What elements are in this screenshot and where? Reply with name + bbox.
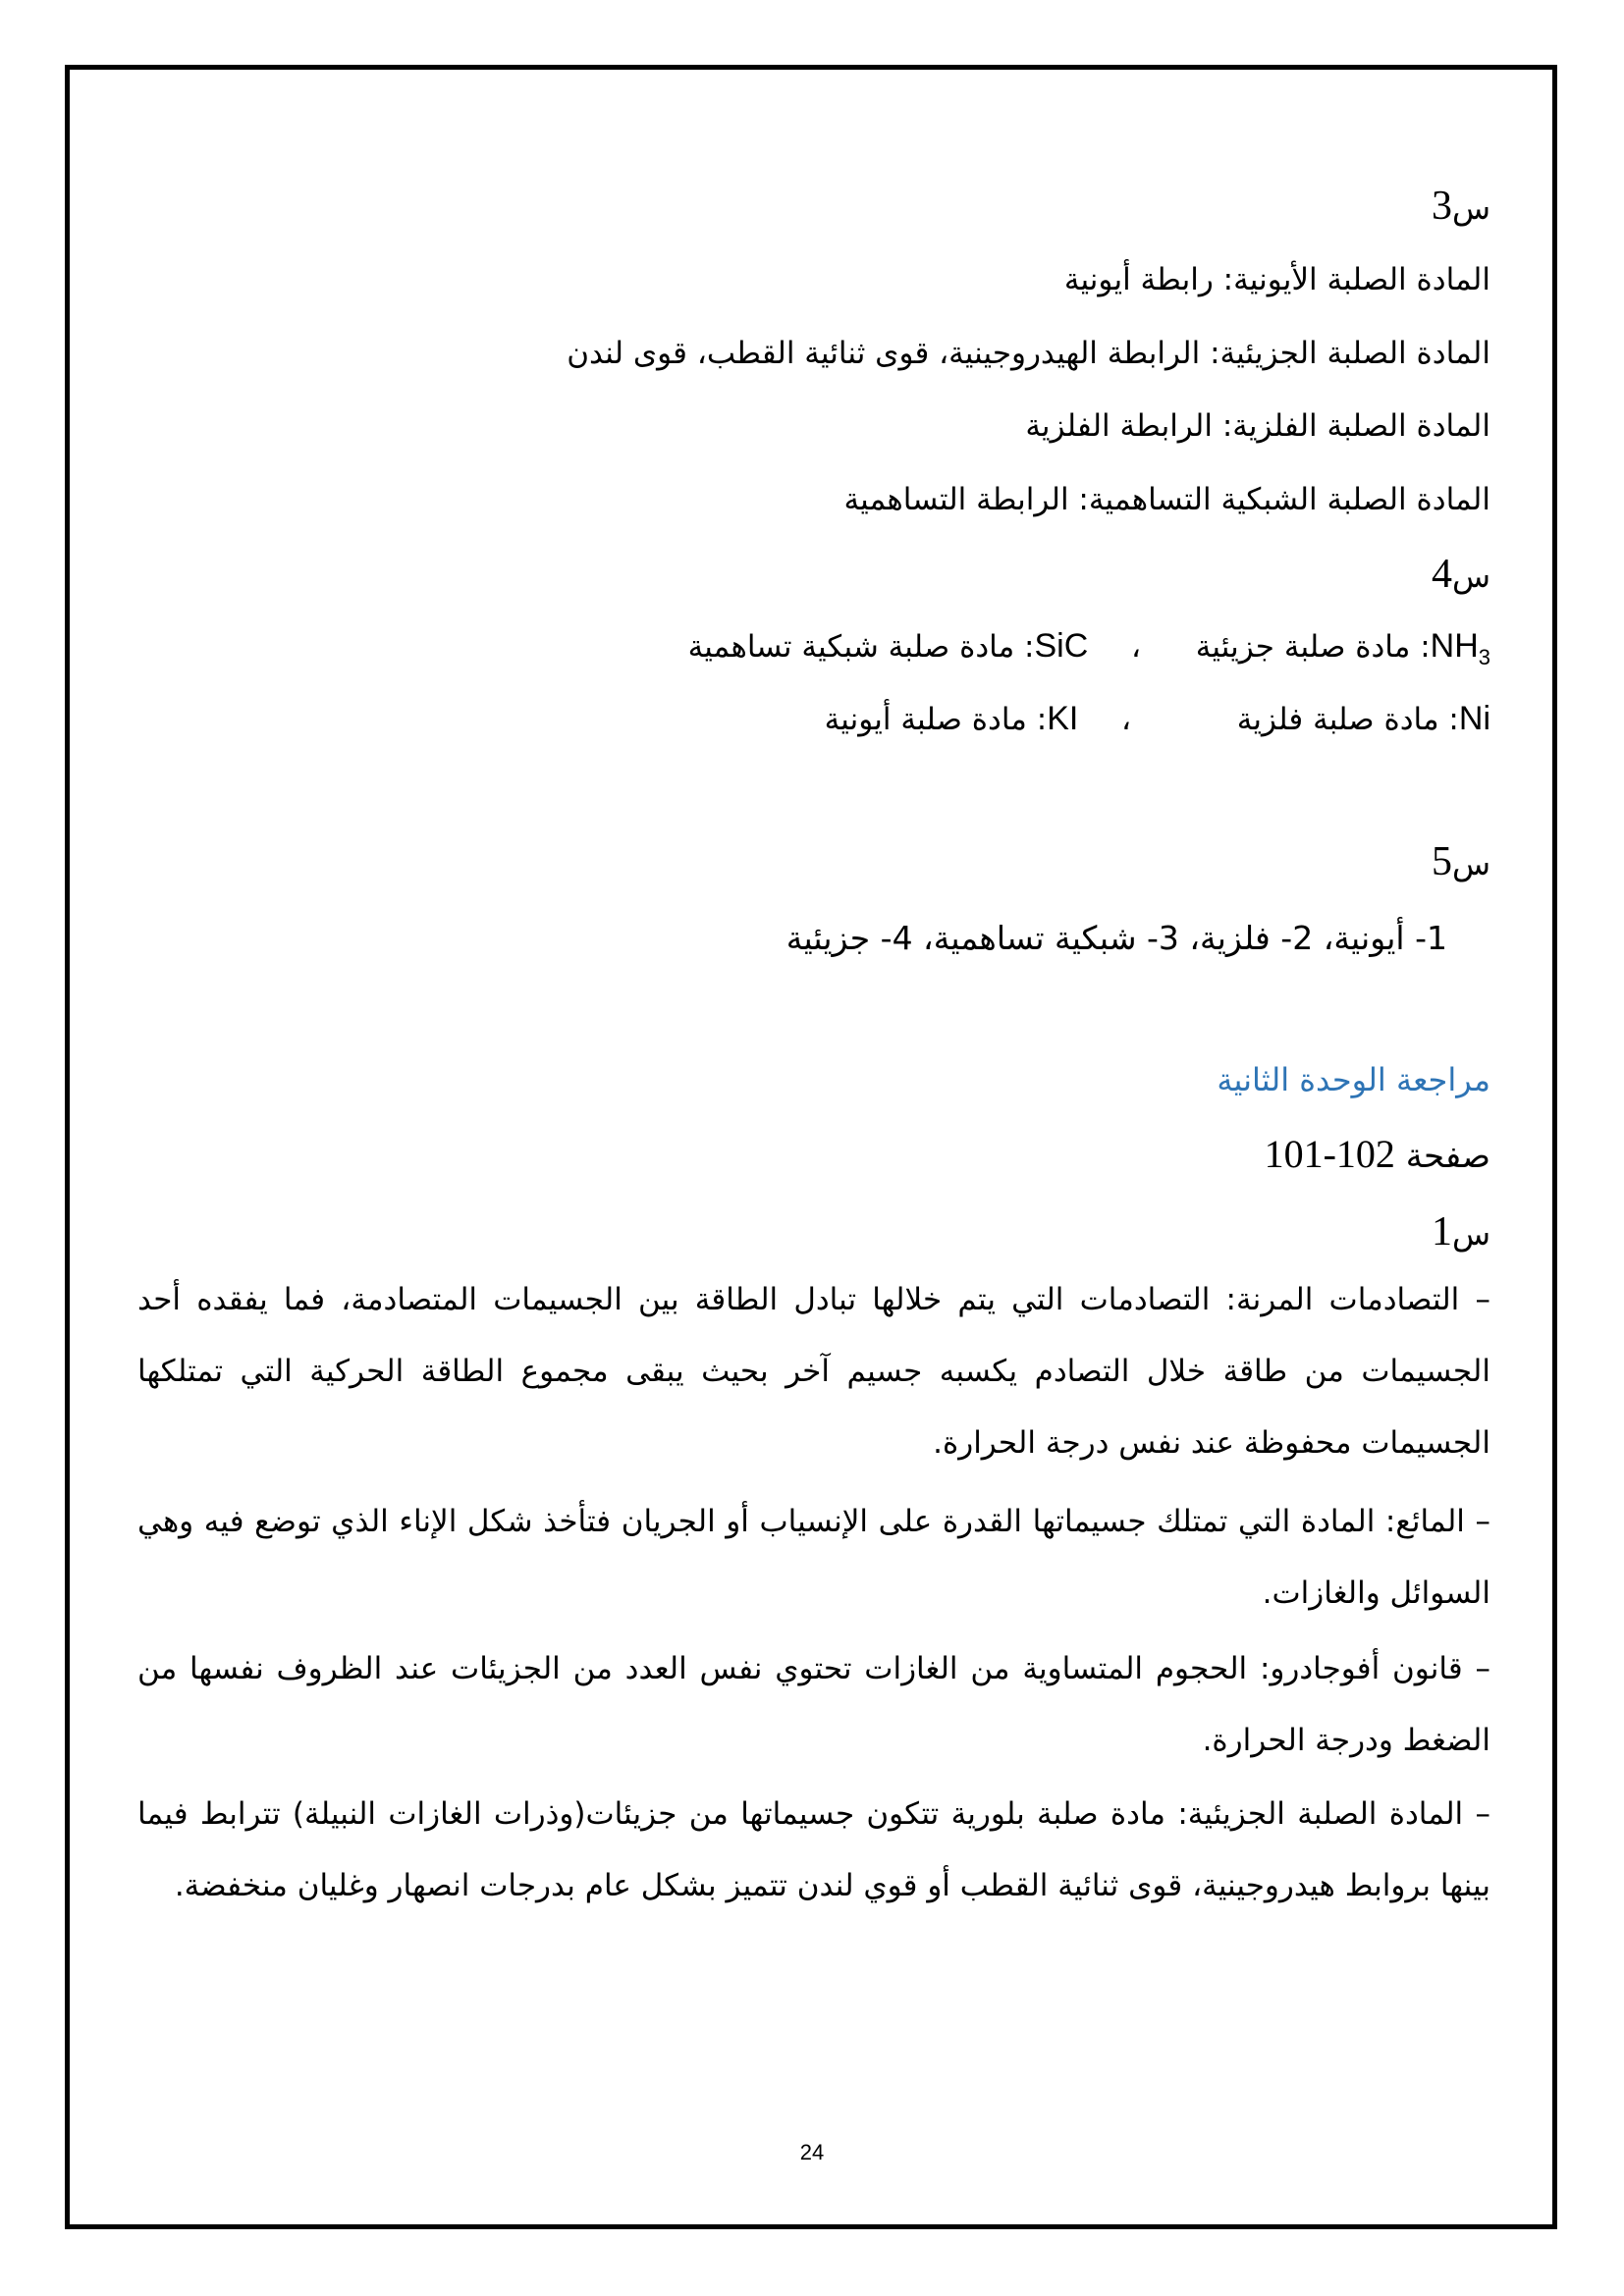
definition-molecular-solid: – المادة الصلبة الجزيئية: مادة صلبة بلورية تتكون جسيماتها من جزيئات(وذرات الغازات النبيلة) تترابط فيما بينها بروابط هيدروجينية، قوى ثنائية القطب أو قوي لندن تتميز بشكل عام بدرجات انصهار وغليان منخفضة. bbox=[137, 1796, 1490, 1903]
q4-row-1: $NH_3$: مادة صلبة جزيئية ، SiC: مادة صلبة شبكية تساهمية bbox=[687, 627, 1490, 669]
formula-ni: Ni bbox=[1458, 700, 1490, 737]
q4-label: س4 bbox=[1431, 552, 1490, 597]
q3-line-4: المادة الصلبة الشبكية التساهمية: الرابطة التساهمية bbox=[843, 482, 1490, 517]
definition-avogadro: – قانون أفوجادرو: الحجوم المتساوية من الغازات تحتوي نفس العدد من الجزيئات عند الظروف نفسها من الضغط ودرجة الحرارة. bbox=[137, 1651, 1490, 1758]
q3-line-3: المادة الصلبة الفلزية: الرابطة الفلزية bbox=[1025, 408, 1490, 444]
definition-elastic-collisions: – التصادمات المرنة: التصادمات التي يتم خلالها تبادل الطاقة بين الجسيمات المتصادمة، فما يفقده أحد الجسيمات من طاقة خلال التصادم يكسبه جسيم آخر بحيث يبقى مجموع الطاقة الحركية التي تمتلكها الجسيمات محفوظة عند نفس درجة الحرارة. bbox=[137, 1282, 1490, 1461]
section-title: مراجعة الوحدة الثانية bbox=[1217, 1061, 1490, 1098]
formula-nh3: $NH_3$ bbox=[1430, 627, 1490, 669]
formula-ki: KI bbox=[1047, 700, 1079, 737]
q3-label: س3 bbox=[1431, 184, 1490, 229]
q3-line-2: المادة الصلبة الجزيئية: الرابطة الهيدروجينية، قوى ثنائية القطب، قوى لندن bbox=[567, 336, 1490, 371]
q4-row-2: Ni: مادة صلبة فلزية ، KI: مادة صلبة أيونية bbox=[824, 700, 1490, 737]
q5-label: س5 bbox=[1431, 839, 1490, 884]
q3-line-1: المادة الصلبة الأيونية: رابطة أيونية bbox=[1063, 262, 1490, 297]
q1-label: س1 bbox=[1431, 1209, 1490, 1255]
page-number: 24 bbox=[799, 2140, 825, 2164]
formula-sic: SiC bbox=[1034, 627, 1089, 665]
q5-answer: 1- أيونية، 2- فلزية، 3- شبكية تساهمية، 4- جزيئية bbox=[785, 919, 1447, 957]
definition-fluid: – المائع: المادة التي تمتلك جسيماتها القدرة على الإنسياب أو الجريان فتأخذ شكل الإناء الذي توضع فيه وهي السوائل والغازات. bbox=[137, 1504, 1490, 1611]
page-reference: صفحة 101-102 bbox=[1264, 1132, 1490, 1176]
